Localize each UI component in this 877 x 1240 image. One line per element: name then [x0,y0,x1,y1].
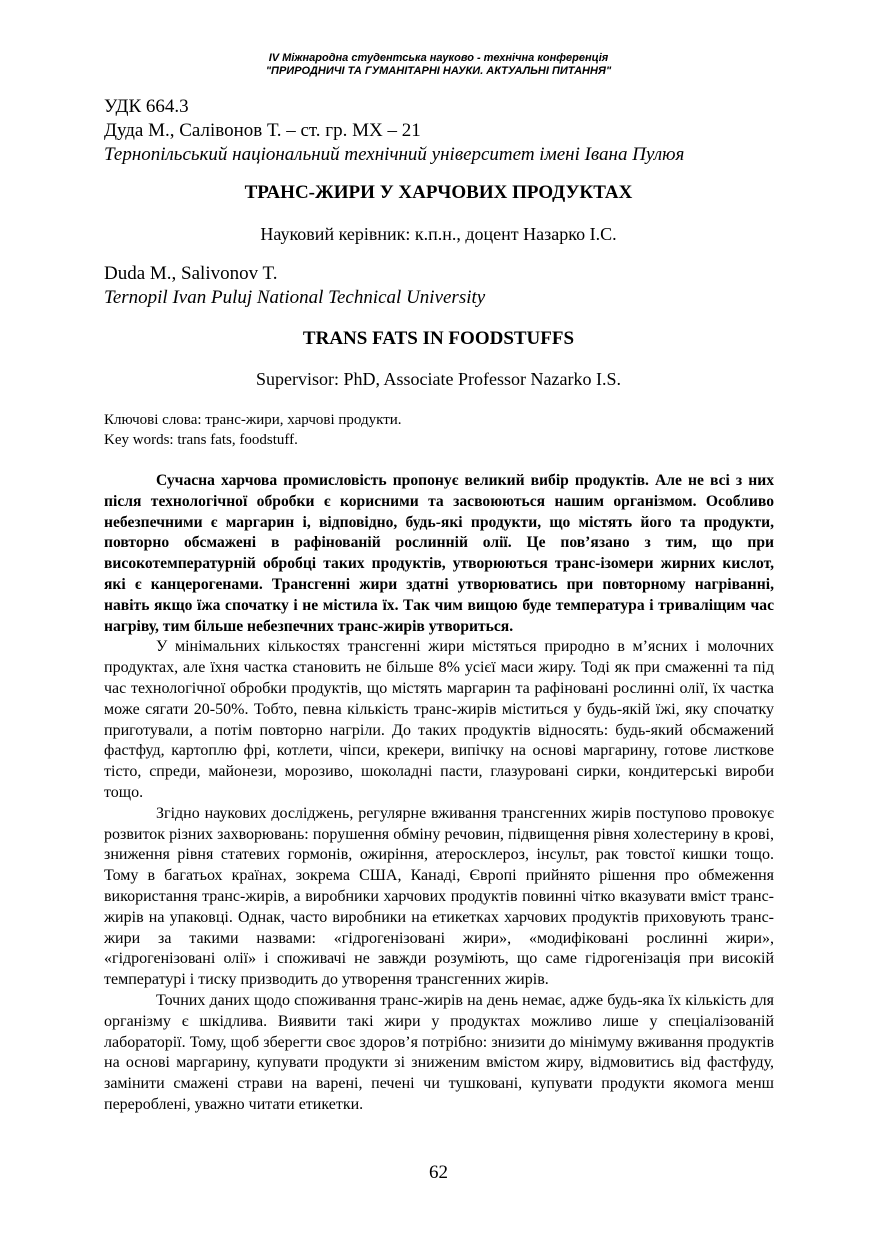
udc-code: УДК 664.3 [104,96,189,117]
keywords-ua: Ключові слова: транс-жири, харчові продукти. [104,412,402,428]
paragraph-4: Точних даних щодо споживання транс-жирів на день немає, адже будь-яка їх кількість для організму є шкідлива. Виявити такі жири у продуктах можливо лише у спеціалізованій лабораторії. Тому, щоб зберегти своє здоров’я потрібно: знизити до мінімуму вживання продуктів на основі маргарину, купувати продукти зі зниженим вмістом жиру, відмовитись від фастфуду, замінити смажені страви на варені, печені чи тушковані, купувати продукти якомога менш перероблені, уважно читати етикетки. [104,991,774,1113]
ua-supervisor: Науковий керівник: к.п.н., доцент Назарко І.С. [260,224,617,244]
paragraph-2: У мінімальних кількостях трансгенні жири містяться природно в м’ясних і молочних продуктах, але їхня частка становить не більше 8% усієї маси жиру. Тоді як при смаженні та під час технологічної обробки продуктів, що містять маргарин та рафіновані рослинні олії, їх частка може сягати 20-50%. Тобто, певна кількість транс-жирів міститься у будь-якій їжі, яку спочатку приготували, а потім повторно нагріли. До таких продуктів відносять: будь-який обсмажений фастфуд, картоплю фрі, котлети, чіпси, крекери, випічку на основі маргарину, готове листкове тісто, спреди, майонези, морозиво, шоколадні пасти, глазуровані сирки, кондитерські вироби тощо. [104,638,774,801]
keywords-en: Key words: trans fats, foodstuff. [104,432,298,448]
conference-header-line-1: IV Міжнародна студентська науково - технічна конференція [268,52,609,64]
conference-header-line-2: "ПРИРОДНИЧІ ТА ГУМАНІТАРНІ НАУКИ. АКТУАЛЬНІ ПИТАННЯ" [265,65,612,77]
ua-title: ТРАНС-ЖИРИ У ХАРЧОВИХ ПРОДУКТАХ [244,182,633,203]
en-authors: Duda M., Salivonov T. [104,263,278,284]
ua-affiliation: Тернопільський національний технічний університет імені Івана Пулюя [104,144,685,165]
en-title: TRANS FATS IN FOODSTUFFS [302,328,575,349]
article-body [104,471,774,1116]
keywords [104,410,402,450]
en-author-block [104,262,774,310]
paragraph-1: Сучасна харчова промисловість пропонує великий вибір продуктів. Але не всі з них після технологічної обробки є корисними та засвоюються нашим організмом. Особливо небезпечними є маргарин і, відповідно, будь-які продукти, що містять його та продукти, повторно обсмажені в рафінованій рослинній олії. Це пов’язано з тим, що при високотемпературній обробці таких продуктів, утворюються транс-ізомери жирних кислот, які є канцерогенами. Трансгенні жири здатні утворюватись при повторному нагріванні, навіть якщо їжа спочатку і не містила їх. Так чим вищою буде температура і триваліщим час нагріву, тим більше небезпечних транс-жирів утвориться. [104,472,774,635]
paragraph-3: Згідно наукових досліджень, регулярне вживання трансгенних жирів поступово провокує розвиток різних захворювань: порушення обміну речовин, підвищення рівня холестерину в крові, зниження рівня статевих гормонів, ожиріння, атеросклероз, інсульт, рак товстої кишки тощо. Тому в багатьох країнах, зокрема США, Канаді, Європі прийнято рішення про обмеження використання транс-жирів, а виробники харчових продуктів повинні чітко вказувати вміст транс-жирів на упаковці. Однак, часто виробники на етикетках харчових продуктів приховують транс-жири за такими назвами: «гідрогенізовані жири», «модифіковані рослинні жири», «гідрогенізовані олії» і споживачі не завжди розуміють, що саме гідрогенізація при високій температурі і тиску призводить до утворення трансгенних жирів. [104,804,774,989]
ua-authors: Дуда М., Салівонов Т. – ст. гр. МХ – 21 [104,120,421,141]
en-supervisor: Supervisor: PhD, Associate Professor Nazarko I.S. [256,369,621,389]
ua-author-block [104,95,774,167]
page-number: 62 [429,1162,448,1183]
en-affiliation: Ternopil Ivan Puluj National Technical University [104,287,486,308]
conference-header [0,52,877,78]
